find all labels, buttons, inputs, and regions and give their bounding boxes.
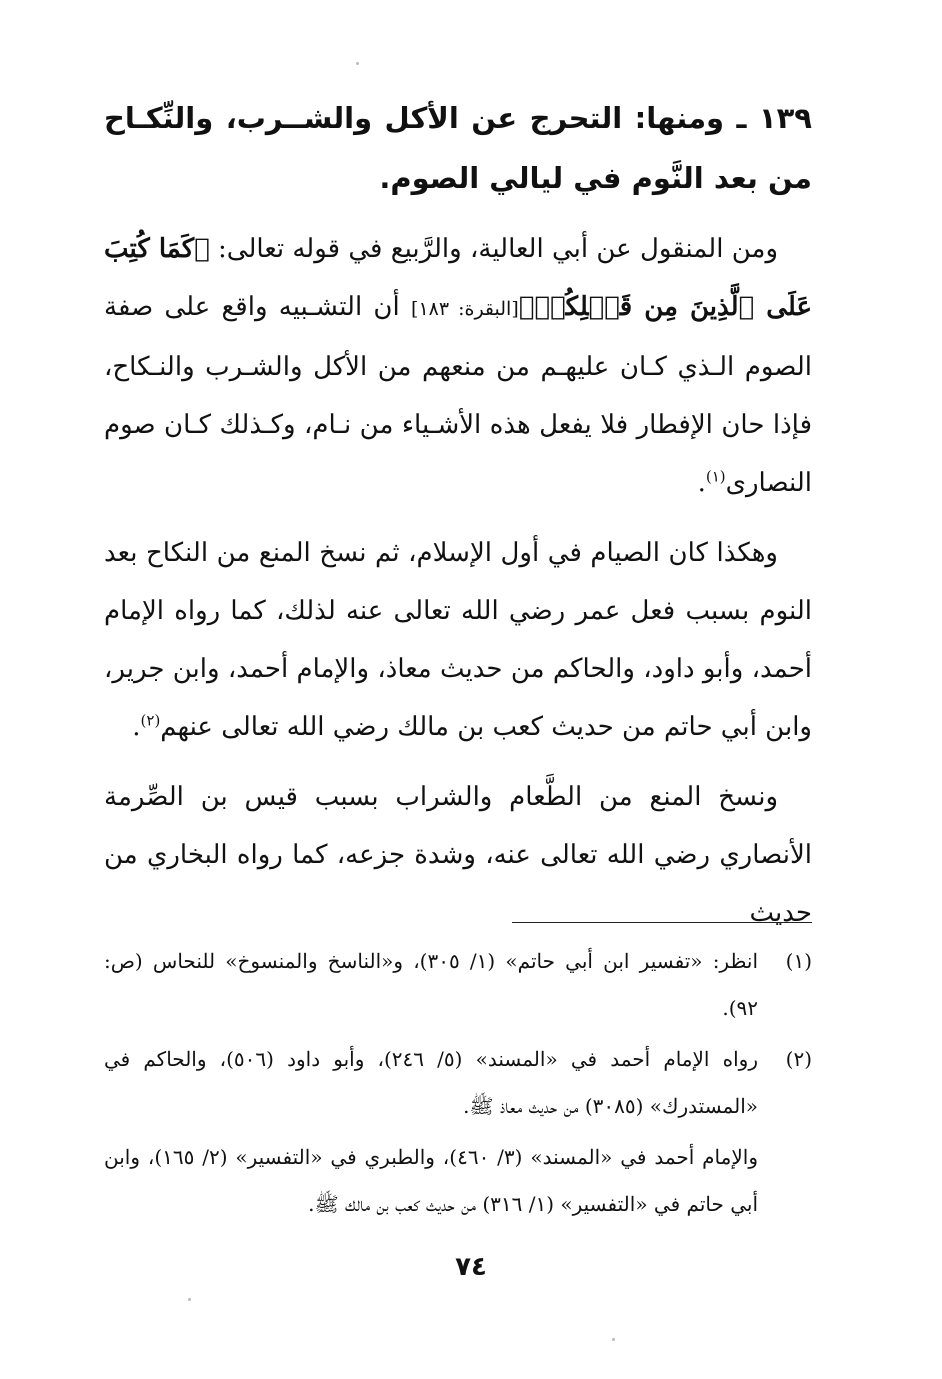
footnote-separator (512, 922, 812, 923)
footnote-2 (104, 1036, 812, 1130)
verse-citation: [البقرة: ١٨٣] (411, 298, 519, 320)
footnote-2-text: رواه الإمام أحمد في «المسند» (٥/ ٢٤٦)، وأبو داود (٥٠٦)، والحاكم في «المستدرك» (٣٠٨٥) من حديث معاذ ﷺ. (104, 1047, 758, 1118)
footnote-ref-1[interactable]: (١) (705, 467, 726, 486)
paragraph-3-body: ونسخ المنع من الطَّعام والشراب بسبب قيس بن الصِّرمة الأنصاري رضي الله تعالى عنه، وشدة جزعه، كما رواه البخاري من حديث (104, 782, 812, 928)
page-number: ٧٤ (455, 1252, 487, 1282)
paragraph-1-end: . (697, 468, 706, 498)
footnote-ref-2[interactable]: (٢) (140, 711, 161, 730)
footnote-1-number: (١) (785, 949, 812, 973)
main-text (104, 88, 812, 942)
paragraph-1 (104, 220, 812, 512)
paragraph-2-body: وهكذا كان الصيام في أول الإسلام، ثم نسخ المنع من النكاح بعد النوم بسبب فعل عمر رضي الله تعالى عنه لذلك، كما رواه الإمام أحمد، وأبو داود، والحاكم من حديث معاذ، والإمام أحمد، وابن جرير، وابن أبي حاتم من حديث كعب بن مالك رضي الله تعالى عنهم (104, 538, 812, 742)
scan-speck (188, 1298, 191, 1301)
footnote-2-number: (٢) (785, 1047, 812, 1071)
scan-speck (356, 62, 359, 65)
quran-verse: ﴿كَمَا كُتِبَ عَلَى ٱلَّذِينَ مِن قَبۡلِكُمۡ﴾ (104, 234, 812, 322)
scan-speck (612, 1338, 615, 1341)
paragraph-2 (104, 524, 812, 756)
section-heading: ١٣٩ ـ ومنها: التحرج عن الأكل والشــرب، والنِّكـاح من بعد النَّوم في ليالي الصوم. (104, 101, 812, 195)
footnote-2-continuation: والإمام أحمد في «المسند» (٣/ ٤٦٠)، والطبري في «التفسير» (٢/ ١٦٥)، وابن أبي حاتم في «التفسير» (١/ ٣١٦) من حديث كعب بن مالك ﷺ. (104, 1145, 758, 1216)
paragraph-2-end: . (132, 712, 141, 742)
footnote-1 (104, 938, 812, 1032)
paragraph-3 (104, 768, 812, 942)
paragraph-1-body: أن التشـبيه واقع على صفة الصوم الـذي كـان عليهـم من منعهم من الأكل والشـرب والنـكاح، فإذا حان الإفطار فلا يفعل هذه الأشـياء من نـام، وكـذلك كـان صوم النصارى (104, 292, 813, 498)
footnote-1-text: انظر: «تفسير ابن أبي حاتم» (١/ ٣٠٥)، و«الناسخ والمنسوخ» للنحاس (ص: ٩٢). (104, 949, 758, 1020)
paragraph-1-intro: ومن المنقول عن أبي العالية، والرَّبيع في قوله تعالى: (209, 234, 779, 264)
footnotes (104, 938, 812, 1228)
